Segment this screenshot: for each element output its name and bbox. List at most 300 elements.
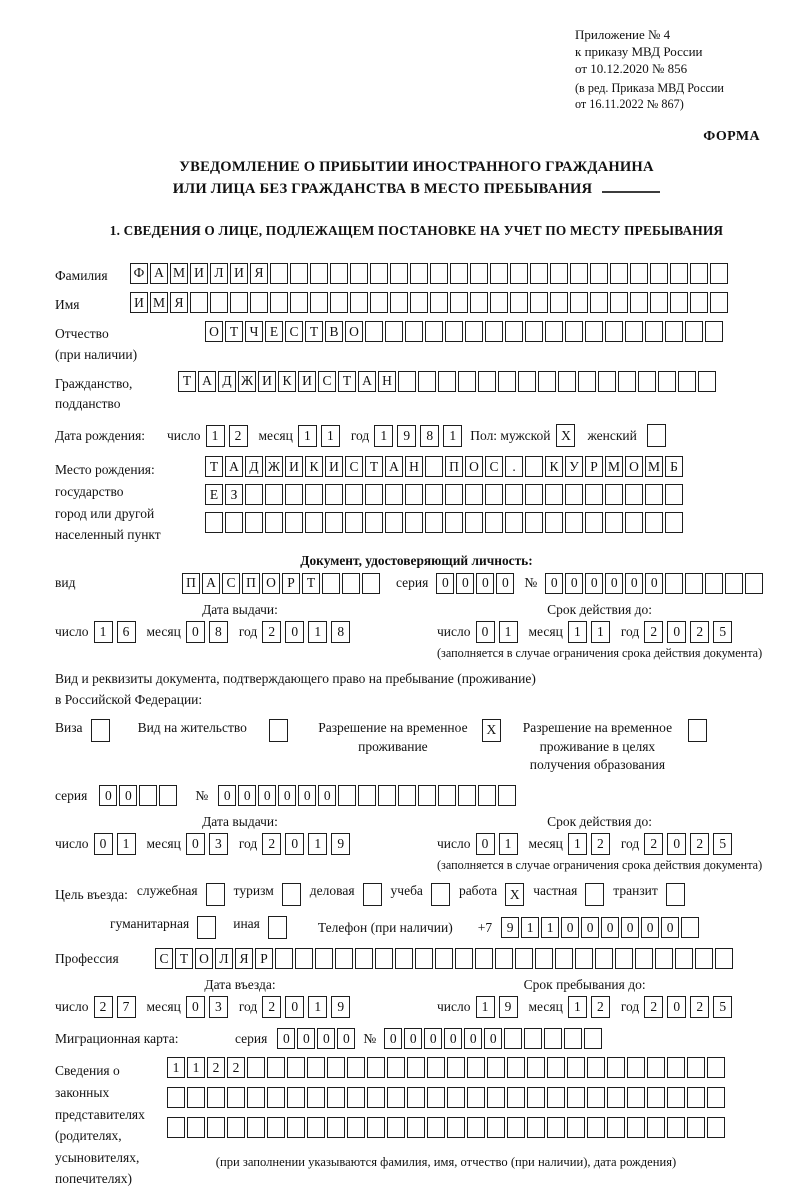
- char-cell[interactable]: [530, 292, 548, 313]
- char-cell[interactable]: [625, 321, 643, 342]
- char-cell[interactable]: 2: [690, 621, 709, 643]
- char-cell[interactable]: [510, 263, 528, 284]
- char-cell[interactable]: [415, 948, 433, 969]
- char-cell[interactable]: [390, 263, 408, 284]
- char-cell[interactable]: 0: [581, 917, 599, 938]
- char-cell[interactable]: [525, 484, 543, 505]
- char-cell[interactable]: [430, 292, 448, 313]
- char-cell[interactable]: [405, 512, 423, 533]
- char-cell[interactable]: [470, 292, 488, 313]
- char-cell[interactable]: 0: [496, 573, 514, 594]
- char-cell[interactable]: П: [182, 573, 200, 594]
- char-cell[interactable]: [547, 1057, 565, 1078]
- char-cell[interactable]: [615, 948, 633, 969]
- char-cell[interactable]: 0: [404, 1028, 422, 1049]
- char-cell[interactable]: [635, 948, 653, 969]
- char-cell[interactable]: Е: [205, 484, 223, 505]
- char-cell[interactable]: 0: [337, 1028, 355, 1049]
- char-cell[interactable]: 8: [331, 621, 350, 643]
- char-cell[interactable]: А: [150, 263, 168, 284]
- char-cell[interactable]: [265, 512, 283, 533]
- char-cell[interactable]: [658, 371, 676, 392]
- char-cell[interactable]: [275, 948, 293, 969]
- char-cell[interactable]: [665, 321, 683, 342]
- char-cell[interactable]: Т: [338, 371, 356, 392]
- char-cell[interactable]: [458, 785, 476, 806]
- char-cell[interactable]: 0: [456, 573, 474, 594]
- char-cell[interactable]: Р: [585, 456, 603, 477]
- char-cell[interactable]: [525, 321, 543, 342]
- char-cell[interactable]: [487, 1057, 505, 1078]
- char-cell[interactable]: 1: [374, 425, 393, 447]
- char-cell[interactable]: [570, 292, 588, 313]
- char-cell[interactable]: [595, 948, 613, 969]
- char-cell[interactable]: [305, 512, 323, 533]
- char-cell[interactable]: 1: [167, 1057, 185, 1078]
- char-cell[interactable]: [425, 484, 443, 505]
- char-cell[interactable]: [555, 948, 573, 969]
- char-cell[interactable]: [487, 1117, 505, 1138]
- char-cell[interactable]: [407, 1087, 425, 1108]
- char-cell[interactable]: [455, 948, 473, 969]
- char-cell[interactable]: [490, 292, 508, 313]
- char-cell[interactable]: [330, 292, 348, 313]
- char-cell[interactable]: 1: [117, 833, 136, 855]
- purpose-tourism-checkbox[interactable]: [282, 883, 301, 906]
- char-cell[interactable]: [575, 948, 593, 969]
- char-cell[interactable]: [504, 1028, 522, 1049]
- char-cell[interactable]: [665, 484, 683, 505]
- char-cell[interactable]: 0: [476, 573, 494, 594]
- char-cell[interactable]: [545, 321, 563, 342]
- char-cell[interactable]: [584, 1028, 602, 1049]
- char-cell[interactable]: [438, 785, 456, 806]
- char-cell[interactable]: [630, 263, 648, 284]
- char-cell[interactable]: В: [325, 321, 343, 342]
- char-cell[interactable]: И: [325, 456, 343, 477]
- char-cell[interactable]: 2: [690, 833, 709, 855]
- char-cell[interactable]: [667, 1057, 685, 1078]
- char-cell[interactable]: О: [345, 321, 363, 342]
- char-cell[interactable]: [427, 1117, 445, 1138]
- char-cell[interactable]: [438, 371, 456, 392]
- char-cell[interactable]: [398, 785, 416, 806]
- char-cell[interactable]: [287, 1117, 305, 1138]
- char-cell[interactable]: А: [198, 371, 216, 392]
- char-cell[interactable]: [418, 371, 436, 392]
- char-cell[interactable]: Ж: [265, 456, 283, 477]
- char-cell[interactable]: [365, 484, 383, 505]
- char-cell[interactable]: [315, 948, 333, 969]
- char-cell[interactable]: З: [225, 484, 243, 505]
- char-cell[interactable]: [507, 1087, 525, 1108]
- char-cell[interactable]: [167, 1087, 185, 1108]
- char-cell[interactable]: М: [645, 456, 663, 477]
- char-cell[interactable]: 2: [207, 1057, 225, 1078]
- char-cell[interactable]: 0: [601, 917, 619, 938]
- char-cell[interactable]: [645, 484, 663, 505]
- char-cell[interactable]: [558, 371, 576, 392]
- char-cell[interactable]: [547, 1117, 565, 1138]
- char-cell[interactable]: [445, 484, 463, 505]
- char-cell[interactable]: 0: [605, 573, 623, 594]
- char-cell[interactable]: Н: [378, 371, 396, 392]
- char-cell[interactable]: [587, 1087, 605, 1108]
- char-cell[interactable]: 1: [568, 996, 587, 1018]
- char-cell[interactable]: [530, 263, 548, 284]
- char-cell[interactable]: .: [505, 456, 523, 477]
- char-cell[interactable]: [465, 484, 483, 505]
- char-cell[interactable]: [190, 292, 208, 313]
- char-cell[interactable]: 0: [625, 573, 643, 594]
- char-cell[interactable]: [665, 512, 683, 533]
- char-cell[interactable]: И: [298, 371, 316, 392]
- char-cell[interactable]: [690, 292, 708, 313]
- char-cell[interactable]: Т: [302, 573, 320, 594]
- char-cell[interactable]: [507, 1057, 525, 1078]
- char-cell[interactable]: [267, 1117, 285, 1138]
- char-cell[interactable]: 0: [545, 573, 563, 594]
- char-cell[interactable]: [225, 512, 243, 533]
- char-cell[interactable]: М: [605, 456, 623, 477]
- char-cell[interactable]: [665, 573, 683, 594]
- char-cell[interactable]: 9: [501, 917, 519, 938]
- char-cell[interactable]: 0: [186, 621, 205, 643]
- purpose-private-checkbox[interactable]: [585, 883, 604, 906]
- purpose-other-checkbox[interactable]: [268, 916, 287, 939]
- char-cell[interactable]: Т: [178, 371, 196, 392]
- char-cell[interactable]: [498, 785, 516, 806]
- char-cell[interactable]: П: [445, 456, 463, 477]
- char-cell[interactable]: О: [262, 573, 280, 594]
- char-cell[interactable]: [485, 321, 503, 342]
- char-cell[interactable]: К: [278, 371, 296, 392]
- char-cell[interactable]: 2: [644, 621, 663, 643]
- char-cell[interactable]: Р: [255, 948, 273, 969]
- char-cell[interactable]: [247, 1117, 265, 1138]
- char-cell[interactable]: [207, 1087, 225, 1108]
- char-cell[interactable]: [290, 292, 308, 313]
- char-cell[interactable]: [678, 371, 696, 392]
- char-cell[interactable]: [610, 263, 628, 284]
- purpose-transit-checkbox[interactable]: [666, 883, 685, 906]
- char-cell[interactable]: 0: [297, 1028, 315, 1049]
- char-cell[interactable]: [565, 321, 583, 342]
- char-cell[interactable]: 2: [591, 833, 610, 855]
- char-cell[interactable]: 1: [568, 621, 587, 643]
- char-cell[interactable]: 2: [262, 621, 281, 643]
- char-cell[interactable]: 8: [209, 621, 228, 643]
- char-cell[interactable]: 0: [258, 785, 276, 806]
- char-cell[interactable]: К: [545, 456, 563, 477]
- char-cell[interactable]: 1: [321, 425, 340, 447]
- char-cell[interactable]: [705, 321, 723, 342]
- char-cell[interactable]: [590, 292, 608, 313]
- char-cell[interactable]: [490, 263, 508, 284]
- char-cell[interactable]: [647, 1057, 665, 1078]
- char-cell[interactable]: 2: [262, 996, 281, 1018]
- char-cell[interactable]: [690, 263, 708, 284]
- char-cell[interactable]: С: [485, 456, 503, 477]
- char-cell[interactable]: [187, 1087, 205, 1108]
- char-cell[interactable]: [367, 1057, 385, 1078]
- char-cell[interactable]: 1: [476, 996, 495, 1018]
- char-cell[interactable]: [398, 371, 416, 392]
- char-cell[interactable]: 0: [277, 1028, 295, 1049]
- char-cell[interactable]: [345, 512, 363, 533]
- char-cell[interactable]: Р: [282, 573, 300, 594]
- char-cell[interactable]: Е: [265, 321, 283, 342]
- char-cell[interactable]: [687, 1057, 705, 1078]
- char-cell[interactable]: [375, 948, 393, 969]
- char-cell[interactable]: [607, 1057, 625, 1078]
- char-cell[interactable]: [425, 456, 443, 477]
- char-cell[interactable]: [710, 263, 728, 284]
- char-cell[interactable]: А: [358, 371, 376, 392]
- char-cell[interactable]: 0: [641, 917, 659, 938]
- char-cell[interactable]: Ф: [130, 263, 148, 284]
- char-cell[interactable]: 0: [444, 1028, 462, 1049]
- char-cell[interactable]: [159, 785, 177, 806]
- char-cell[interactable]: [427, 1057, 445, 1078]
- char-cell[interactable]: [647, 1087, 665, 1108]
- char-cell[interactable]: М: [170, 263, 188, 284]
- char-cell[interactable]: [598, 371, 616, 392]
- char-cell[interactable]: 6: [117, 621, 136, 643]
- char-cell[interactable]: 0: [285, 996, 304, 1018]
- char-cell[interactable]: [478, 371, 496, 392]
- char-cell[interactable]: [715, 948, 733, 969]
- char-cell[interactable]: [645, 512, 663, 533]
- char-cell[interactable]: [607, 1117, 625, 1138]
- char-cell[interactable]: [547, 1087, 565, 1108]
- char-cell[interactable]: 0: [278, 785, 296, 806]
- char-cell[interactable]: [270, 263, 288, 284]
- char-cell[interactable]: 0: [476, 833, 495, 855]
- char-cell[interactable]: К: [305, 456, 323, 477]
- char-cell[interactable]: [342, 573, 360, 594]
- char-cell[interactable]: [365, 321, 383, 342]
- char-cell[interactable]: [527, 1117, 545, 1138]
- char-cell[interactable]: [645, 321, 663, 342]
- char-cell[interactable]: [585, 484, 603, 505]
- char-cell[interactable]: [535, 948, 553, 969]
- char-cell[interactable]: А: [385, 456, 403, 477]
- char-cell[interactable]: 9: [331, 996, 350, 1018]
- char-cell[interactable]: [287, 1087, 305, 1108]
- char-cell[interactable]: [647, 1117, 665, 1138]
- char-cell[interactable]: [564, 1028, 582, 1049]
- char-cell[interactable]: [578, 371, 596, 392]
- char-cell[interactable]: 0: [218, 785, 236, 806]
- char-cell[interactable]: 0: [645, 573, 663, 594]
- char-cell[interactable]: 5: [713, 833, 732, 855]
- char-cell[interactable]: [518, 371, 536, 392]
- visa-checkbox[interactable]: [91, 719, 110, 742]
- char-cell[interactable]: [525, 456, 543, 477]
- char-cell[interactable]: С: [155, 948, 173, 969]
- residence-permit-checkbox[interactable]: [269, 719, 288, 742]
- char-cell[interactable]: [370, 263, 388, 284]
- edu-permit-checkbox[interactable]: [688, 719, 707, 742]
- char-cell[interactable]: [627, 1117, 645, 1138]
- char-cell[interactable]: [650, 292, 668, 313]
- char-cell[interactable]: [670, 263, 688, 284]
- char-cell[interactable]: Л: [210, 263, 228, 284]
- purpose-commercial-checkbox[interactable]: [363, 883, 382, 906]
- char-cell[interactable]: [347, 1117, 365, 1138]
- char-cell[interactable]: [307, 1087, 325, 1108]
- char-cell[interactable]: 0: [318, 785, 336, 806]
- char-cell[interactable]: [675, 948, 693, 969]
- char-cell[interactable]: Т: [205, 456, 223, 477]
- char-cell[interactable]: [267, 1087, 285, 1108]
- char-cell[interactable]: П: [242, 573, 260, 594]
- char-cell[interactable]: [247, 1087, 265, 1108]
- char-cell[interactable]: [705, 573, 723, 594]
- char-cell[interactable]: 1: [308, 833, 327, 855]
- char-cell[interactable]: [465, 321, 483, 342]
- char-cell[interactable]: Д: [245, 456, 263, 477]
- char-cell[interactable]: [245, 484, 263, 505]
- char-cell[interactable]: [710, 292, 728, 313]
- char-cell[interactable]: 0: [476, 621, 495, 643]
- char-cell[interactable]: [698, 371, 716, 392]
- char-cell[interactable]: [325, 512, 343, 533]
- char-cell[interactable]: [610, 292, 628, 313]
- char-cell[interactable]: [605, 512, 623, 533]
- char-cell[interactable]: Т: [175, 948, 193, 969]
- char-cell[interactable]: [445, 512, 463, 533]
- char-cell[interactable]: [587, 1057, 605, 1078]
- char-cell[interactable]: [139, 785, 157, 806]
- char-cell[interactable]: [295, 948, 313, 969]
- char-cell[interactable]: [447, 1087, 465, 1108]
- char-cell[interactable]: [745, 573, 763, 594]
- char-cell[interactable]: [545, 512, 563, 533]
- char-cell[interactable]: [325, 484, 343, 505]
- char-cell[interactable]: [627, 1057, 645, 1078]
- char-cell[interactable]: [407, 1117, 425, 1138]
- char-cell[interactable]: [465, 512, 483, 533]
- char-cell[interactable]: Т: [225, 321, 243, 342]
- purpose-work-checkbox[interactable]: X: [505, 883, 524, 906]
- char-cell[interactable]: 0: [661, 917, 679, 938]
- char-cell[interactable]: Я: [235, 948, 253, 969]
- char-cell[interactable]: [627, 1087, 645, 1108]
- char-cell[interactable]: 1: [541, 917, 559, 938]
- char-cell[interactable]: 1: [568, 833, 587, 855]
- char-cell[interactable]: 9: [397, 425, 416, 447]
- char-cell[interactable]: [590, 263, 608, 284]
- char-cell[interactable]: [287, 1057, 305, 1078]
- char-cell[interactable]: [435, 948, 453, 969]
- purpose-study-checkbox[interactable]: [431, 883, 450, 906]
- char-cell[interactable]: М: [150, 292, 168, 313]
- char-cell[interactable]: 1: [521, 917, 539, 938]
- char-cell[interactable]: [367, 1087, 385, 1108]
- char-cell[interactable]: [478, 785, 496, 806]
- char-cell[interactable]: [605, 484, 623, 505]
- char-cell[interactable]: 2: [690, 996, 709, 1018]
- char-cell[interactable]: [290, 263, 308, 284]
- char-cell[interactable]: А: [225, 456, 243, 477]
- char-cell[interactable]: [250, 292, 268, 313]
- char-cell[interactable]: Н: [405, 456, 423, 477]
- char-cell[interactable]: 1: [308, 621, 327, 643]
- char-cell[interactable]: 0: [667, 833, 686, 855]
- char-cell[interactable]: 2: [644, 996, 663, 1018]
- char-cell[interactable]: [390, 292, 408, 313]
- char-cell[interactable]: [205, 512, 223, 533]
- char-cell[interactable]: 5: [713, 996, 732, 1018]
- char-cell[interactable]: И: [285, 456, 303, 477]
- char-cell[interactable]: 2: [591, 996, 610, 1018]
- char-cell[interactable]: [307, 1057, 325, 1078]
- char-cell[interactable]: 0: [585, 573, 603, 594]
- char-cell[interactable]: [550, 292, 568, 313]
- char-cell[interactable]: [638, 371, 656, 392]
- char-cell[interactable]: [418, 785, 436, 806]
- char-cell[interactable]: [425, 321, 443, 342]
- char-cell[interactable]: 0: [285, 833, 304, 855]
- char-cell[interactable]: И: [230, 263, 248, 284]
- char-cell[interactable]: [385, 321, 403, 342]
- char-cell[interactable]: С: [318, 371, 336, 392]
- char-cell[interactable]: 0: [424, 1028, 442, 1049]
- char-cell[interactable]: Я: [250, 263, 268, 284]
- char-cell[interactable]: [247, 1057, 265, 1078]
- char-cell[interactable]: [655, 948, 673, 969]
- char-cell[interactable]: Ж: [238, 371, 256, 392]
- char-cell[interactable]: [587, 1117, 605, 1138]
- char-cell[interactable]: [667, 1087, 685, 1108]
- char-cell[interactable]: 0: [186, 996, 205, 1018]
- purpose-business-checkbox[interactable]: [206, 883, 225, 906]
- char-cell[interactable]: 1: [187, 1057, 205, 1078]
- purpose-humanitarian-checkbox[interactable]: [197, 916, 216, 939]
- char-cell[interactable]: [387, 1057, 405, 1078]
- char-cell[interactable]: [230, 292, 248, 313]
- char-cell[interactable]: [450, 263, 468, 284]
- char-cell[interactable]: 0: [119, 785, 137, 806]
- char-cell[interactable]: 3: [209, 996, 228, 1018]
- char-cell[interactable]: О: [465, 456, 483, 477]
- char-cell[interactable]: [227, 1117, 245, 1138]
- char-cell[interactable]: [685, 573, 703, 594]
- char-cell[interactable]: [545, 484, 563, 505]
- char-cell[interactable]: 1: [308, 996, 327, 1018]
- char-cell[interactable]: [245, 512, 263, 533]
- char-cell[interactable]: [450, 292, 468, 313]
- char-cell[interactable]: [707, 1117, 725, 1138]
- char-cell[interactable]: 1: [298, 425, 317, 447]
- char-cell[interactable]: [227, 1087, 245, 1108]
- char-cell[interactable]: [355, 948, 373, 969]
- char-cell[interactable]: 0: [285, 621, 304, 643]
- char-cell[interactable]: [498, 371, 516, 392]
- char-cell[interactable]: [470, 263, 488, 284]
- char-cell[interactable]: [430, 263, 448, 284]
- char-cell[interactable]: И: [190, 263, 208, 284]
- char-cell[interactable]: О: [205, 321, 223, 342]
- char-cell[interactable]: 1: [443, 425, 462, 447]
- char-cell[interactable]: [270, 292, 288, 313]
- char-cell[interactable]: [687, 1117, 705, 1138]
- char-cell[interactable]: [310, 263, 328, 284]
- char-cell[interactable]: 2: [644, 833, 663, 855]
- char-cell[interactable]: [475, 948, 493, 969]
